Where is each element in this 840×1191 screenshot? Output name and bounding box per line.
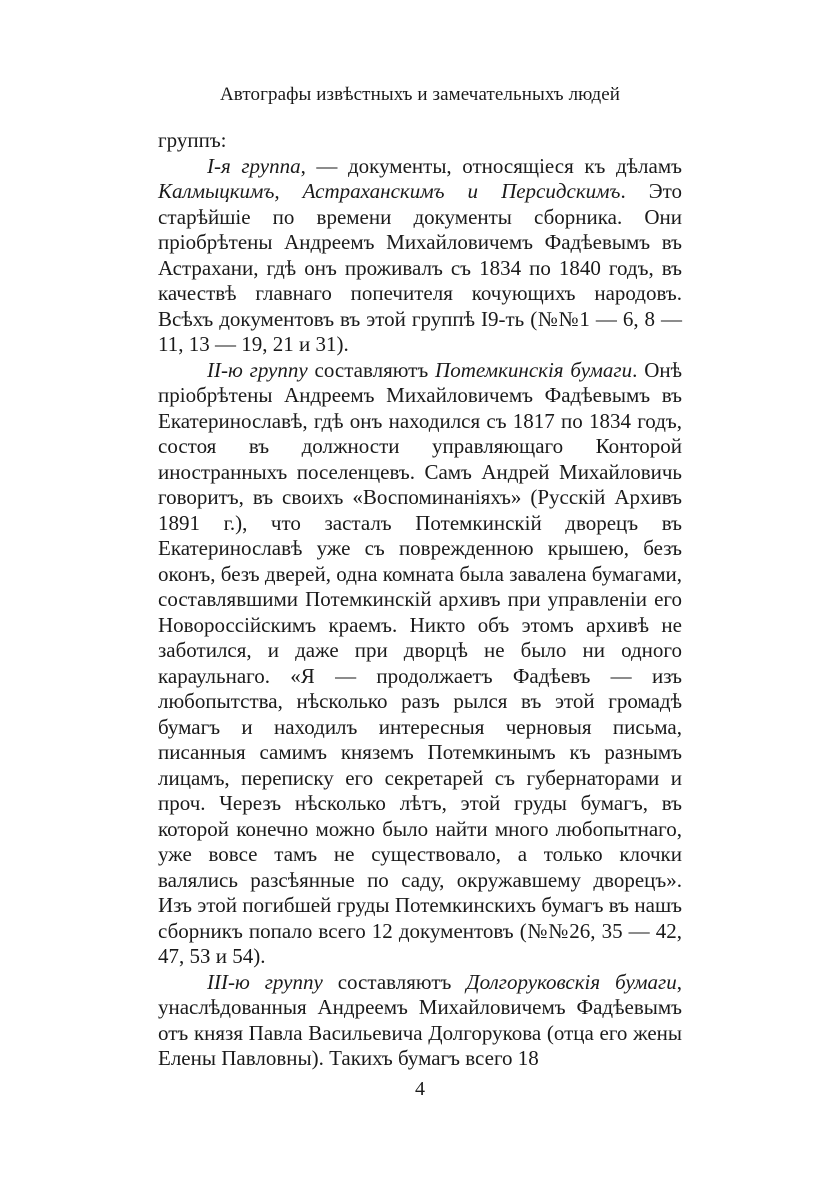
group-2-text-a: составляютъ (307, 357, 436, 382)
group-2-text-b: . Онѣ пріобрѣтены Андреемъ Михайловичемъ Фадѣевымъ въ Екатеринославѣ, гдѣ онъ находился съ 1817 по 1834 годъ, состоя въ должности управляющаго Конторой иностранныхъ поселенцевъ. Самъ Андрей Михайловичь говоритъ, въ своихъ «Воспоминаніяхъ» (Русскій Архивъ 1891 г.), что засталъ Потемкинскій дворецъ въ Екатеринославѣ уже съ поврежденною крышею, безъ оконъ, безъ дверей, одна комната была завалена бумагами, составлявшими Потемкинскій архивъ при управленіи его Новороссійскимъ краемъ. Никто объ этомъ архивѣ не заботился, и даже при дворцѣ не было ни одного караульнаго. «Я — продолжаетъ Фадѣевъ — изъ любопытства, нѣсколько разъ рылся въ этой громадѣ бумагъ и находилъ интересныя черновыя письма, писанныя самимъ княземъ Потемкинымъ къ разнымъ лицамъ, переписку его секретарей съ губернаторами и проч. Черезъ нѣсколько лѣтъ, этой груды бумагъ, въ которой конечно можно было найти много любопытнаго, уже вовсе тамъ не существовало, а только клочки валялись разсѣянные по саду, окружавшему дворецъ». Изъ этой погибшей груды Потемкинскихъ бумагъ въ нашъ сборникъ попало всего 12 документовъ (№№26, 35 — 42, 47, 5З и 54). (158, 357, 682, 968)
group-2-heading: II-ю группу (207, 357, 308, 382)
group-3-text-b: , унаслѣдованныя Андреемъ Михайловичемъ Фадѣевымъ отъ князя Павла Васильевича Долгорукова (отца его жены Елены Павловны). Такихъ бумагъ всего 18 (158, 969, 682, 1070)
group-1-heading: I-я группа (207, 153, 301, 178)
paragraph-group-1 (158, 154, 682, 358)
paragraph-group-2 (158, 358, 682, 970)
paragraph-group-3 (158, 970, 682, 1072)
group-3-text-a: составляютъ (322, 969, 467, 994)
group-1-text-b: . Это старѣйшіе по времени документы сборника. Они пріобрѣтены Андреемъ Михайловичемъ Фадѣевымъ въ Астрахани, гдѣ онъ проживалъ съ 1834 по 1840 годъ, въ качествѣ главнаго попечителя кочующихъ народовъ. Всѣхъ документовъ въ этой группѣ I9-ть (№№1 — 6, 8 — 11, 13 — 19, 21 и 31). (158, 179, 682, 356)
group-1-places: Калмыцкимъ, Астраханскимъ и Персидскимъ (158, 179, 621, 203)
running-title: Автографы извѣстныхъ и замечательныхъ людей (219, 84, 621, 105)
page-number: 4 (415, 1078, 425, 1100)
paragraph-continuation: группъ: (158, 128, 227, 152)
group-2-title: Потемкинскія бумаги (435, 357, 633, 382)
group-3-heading: III-ю группу (207, 969, 323, 994)
group-3-title: Долгоруковскія бумаги (466, 969, 677, 994)
body-text (158, 128, 682, 1072)
group-1-text-a: , — документы, относящіеся къ дѣламъ (300, 153, 682, 178)
